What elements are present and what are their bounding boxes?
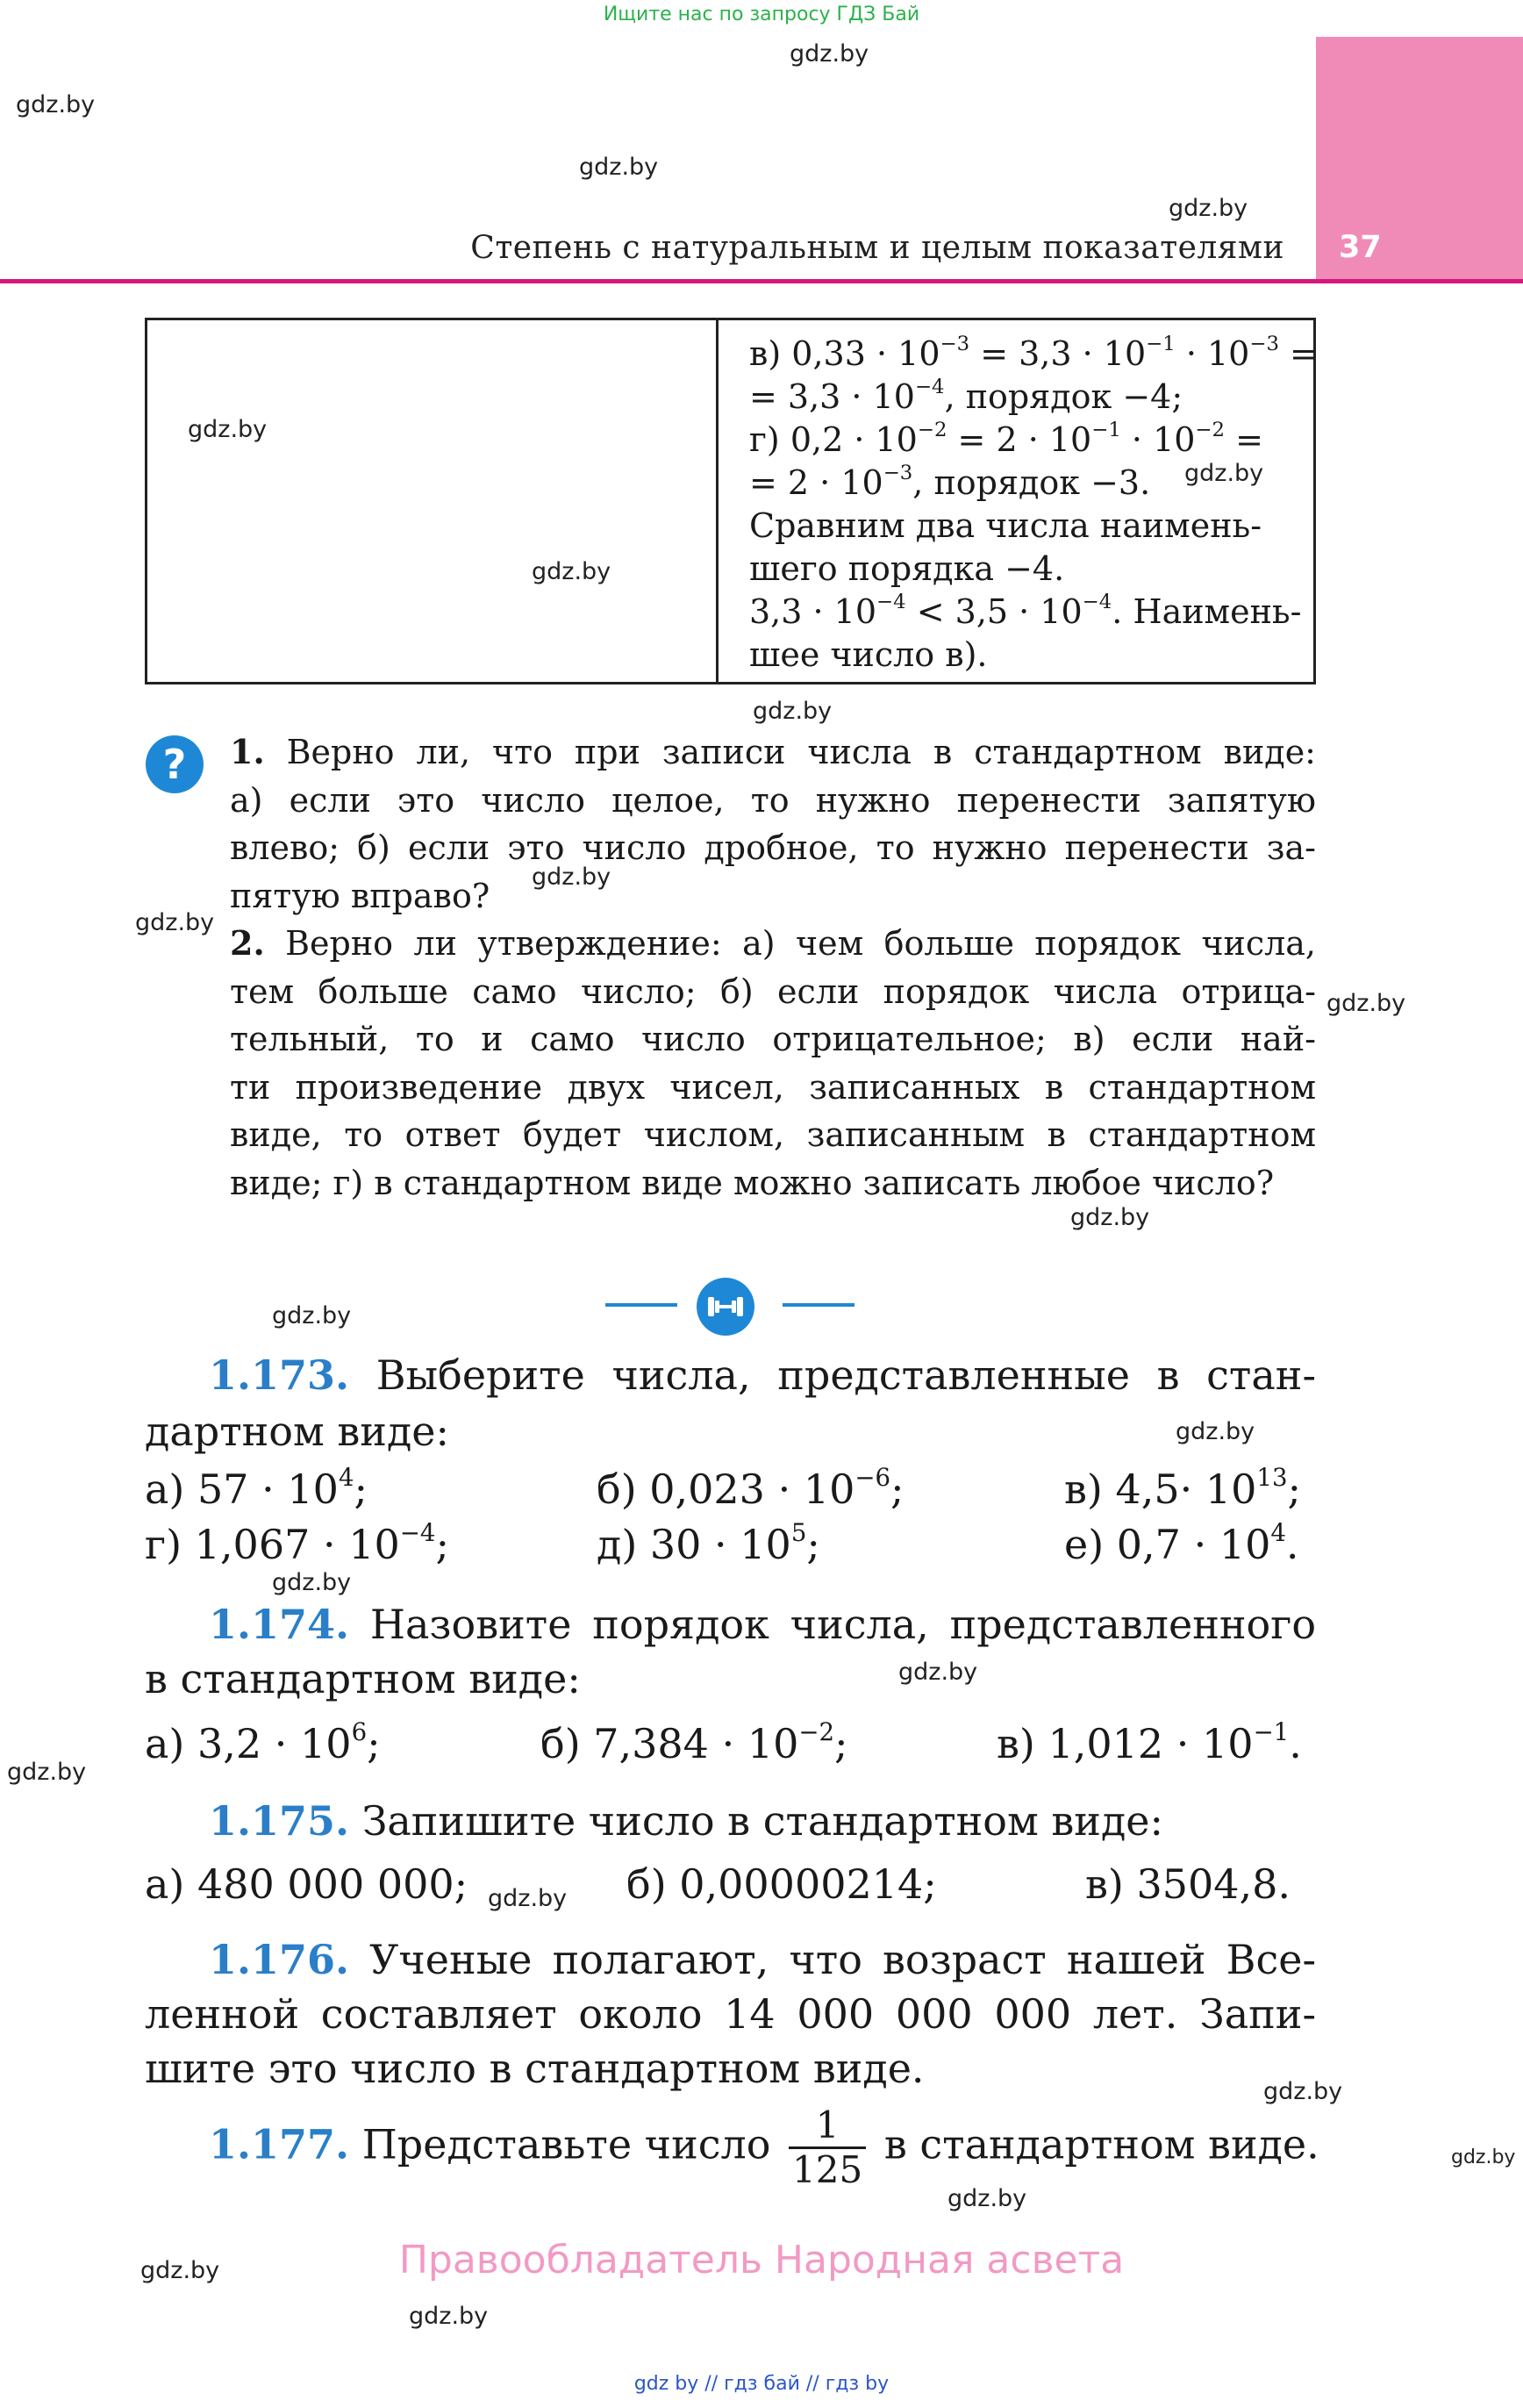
review-questions (230, 728, 1316, 1207)
copyright-notice: Правообладатель Народная асвета (398, 2238, 1125, 2283)
exercise-1-174: 1.174. Назовите порядок числа, представленного (209, 1601, 1317, 1648)
watermark: gdz.by (1176, 1418, 1255, 1445)
question-line: виде, то ответ будет числом, записанным в стандартном (230, 1115, 1316, 1154)
watermark: gdz.by (1184, 460, 1264, 487)
header-divider (0, 279, 1523, 283)
watermark: gdz.by (188, 416, 268, 443)
watermark: gdz.by (579, 154, 659, 181)
table-line: $3,3 \cdot 10^{-4} < 3,5 \cdot 10^{-4}$. Наимень- (749, 590, 1302, 631)
exercise-text: дартном виде: (145, 1408, 449, 1455)
exercise-1-175: 1.175. Запишите число в стандартном виде: (209, 1797, 1163, 1845)
exercise-1-176: 1.176. Ученые полагают, что возраст нашей Все- (209, 1936, 1316, 1983)
watermark: gdz.by (7, 1759, 87, 1786)
question-number: 2. (230, 923, 265, 963)
exercise-1-177: 1.177. Представьте число $\frac{1}{125}$ в стандартном виде. (209, 2103, 1319, 2191)
watermark: gdz.by (947, 2185, 1027, 2212)
table-line: = $3,3 \cdot 10^{-4}$, порядок −4; (749, 375, 1183, 416)
watermark: gdz.by (272, 1302, 352, 1329)
exercise-item: б) $0,023 \cdot 10^{-6}$; (597, 1462, 905, 1513)
exercise-number: 1.173. (209, 1351, 350, 1399)
table-line: Сравним два числа наимень- (749, 506, 1262, 545)
exercise-item: в) $1,012 \cdot 10^{-1}$. (997, 1716, 1302, 1767)
watermark: gdz.by (409, 2303, 489, 2330)
table-solution-cell (749, 332, 1318, 677)
separator-line-left (605, 1303, 677, 1307)
watermark: gdz.by (1070, 1204, 1150, 1231)
exercise-text: шите это число в стандартном виде. (145, 2045, 925, 2092)
chapter-title: Степень с натуральным и целым показателями (470, 230, 1284, 266)
exercise-text: ленной составляет около 14 000 000 000 лет. Запи- (145, 1990, 1316, 2038)
question-line: 1. Верно ли, что при записи числа в стандартном виде: (230, 732, 1316, 771)
question-line: тельный, то и само число отрицательное; в) если най- (230, 1020, 1316, 1058)
exercise-text: в стандартном виде: (145, 1655, 581, 1702)
exercise-item: а) $57 \cdot 10^4$; (145, 1462, 368, 1513)
watermark: gdz.by (272, 1569, 352, 1596)
watermark: gdz.by (898, 1659, 978, 1686)
question-number: 1. (230, 732, 265, 771)
exercise-1-173: 1.173. Выберите числа, представленные в стан- (209, 1351, 1317, 1399)
exercise-number: 1.176. (209, 1936, 350, 1983)
table-line: г) $0,2 \cdot 10^{-2} = 2 \cdot 10^{-1} \cdot 10^{-2}$ = (749, 418, 1263, 459)
watermark: gdz.by (532, 864, 611, 891)
question-line: виде; г) в стандартном виде можно записать любое число? (230, 1163, 1275, 1202)
table-line: шее число в). (749, 635, 988, 674)
exercise-item: г) $1,067 \cdot 10^{-4}$; (145, 1517, 449, 1568)
watermark: gdz.by (1451, 2146, 1516, 2168)
exercise-item: б) $7,384 \cdot 10^{-2}$; (540, 1716, 848, 1767)
exercise-item: е) $0,7 \cdot 10^4$. (1064, 1517, 1299, 1568)
question-line: пятую вправо? (230, 876, 490, 915)
question-line: 2. Верно ли утверждение: а) чем больше порядок числа, (230, 923, 1316, 963)
dumbbell-icon (697, 1278, 754, 1336)
exercise-number: 1.177. (209, 2120, 350, 2168)
table-line: шего порядка −4. (749, 549, 1065, 588)
question-icon: ? (146, 735, 204, 793)
exercise-number: 1.174. (209, 1601, 350, 1648)
exercise-item: д) $30 \cdot 10^5$; (597, 1517, 820, 1568)
fraction: $\frac{1}{125}$ (789, 2104, 866, 2191)
watermark: gdz.by (790, 40, 869, 68)
watermark: gdz.by (135, 909, 215, 936)
watermark: gdz.by (1263, 2078, 1343, 2105)
watermark: gdz.by (140, 2257, 220, 2284)
watermark: gdz.by (532, 558, 611, 585)
top-banner[interactable]: Ищите нас по запросу ГДЗ Бай (603, 4, 920, 25)
watermark: gdz.by (1169, 195, 1248, 222)
separator-line-right (783, 1303, 854, 1307)
watermark: gdz.by (1326, 990, 1406, 1017)
exercise-item: в) 3504,8. (1085, 1860, 1291, 1908)
table-line: = $2 \cdot 10^{-3}$, порядок −3. (749, 461, 1151, 502)
table-divider (716, 320, 719, 682)
table-line: в) $0,33 \cdot 10^{-3} = 3,3 \cdot 10^{-1} \cdot 10^{-3}$ = (749, 332, 1318, 373)
watermark: gdz.by (488, 1885, 568, 1912)
exercise-number: 1.175. (209, 1797, 350, 1845)
question-line: тем больше само число; б) если порядок числа отрица- (230, 971, 1316, 1011)
watermark: gdz.by (16, 91, 96, 118)
exercise-item: а) 480 000 000; (145, 1860, 468, 1908)
question-line: а) если это число целое, то нужно перенести запятую (230, 780, 1316, 820)
watermark: gdz.by (753, 698, 833, 725)
page-number: 37 (1339, 230, 1382, 265)
exercise-item: б) 0,00000214; (626, 1860, 937, 1908)
solution-table (145, 318, 1316, 684)
exercise-item: а) $3,2 \cdot 10^6$; (145, 1716, 381, 1767)
question-line: ти произведение двух чисел, записанных в стандартном (230, 1067, 1316, 1107)
question-line: влево; б) если это число дробное, то нужно перенести за- (230, 828, 1316, 867)
footer-links[interactable]: gdz by // гдз бай // гдз by (633, 2373, 890, 2395)
exercise-item: в) $4,5\cdot 10^{13}$; (1064, 1462, 1302, 1513)
